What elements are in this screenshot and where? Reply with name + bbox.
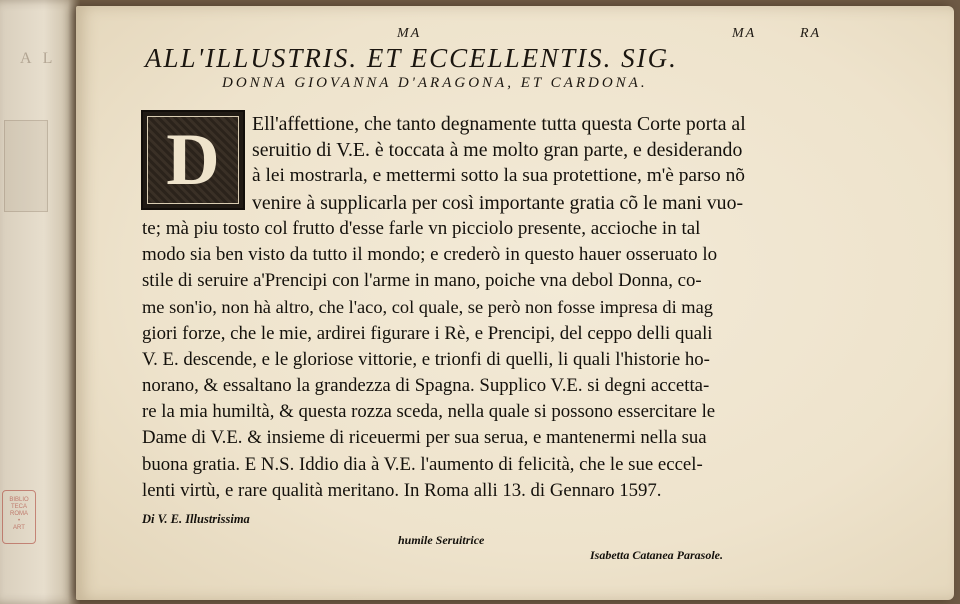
body-line: modo sia ben visto da tutto il mondo; e crederò in questo hauer osseruato lo: [142, 244, 718, 265]
dedication-subtitle: DONNA GIOVANNA D'ARAGONA, ET CARDONA.: [222, 75, 648, 91]
body-line: à lei mostrarla, e mettermi sotto la sua protettione, m'è parso nõ: [252, 165, 745, 187]
dedication-title: ALL'ILLUSTRIS. ET ECCELLENTIS. SIG.: [145, 43, 678, 73]
decorated-initial: [141, 110, 245, 210]
closing-humble: humile Seruitrice: [398, 533, 485, 547]
body-line: venire à supplicarla per così importante gratia cõ le mani vuo-: [252, 191, 744, 214]
body-line: giori forze, che le mie, ardirei figurare i Rè, e Prencipi, del ceppo delli quali: [142, 322, 713, 344]
body-line: norano, & essaltano la grandezza di Spagna. Supplico V.E. si degni accetta-: [142, 375, 710, 396]
body-line: stile di seruire a'Prencipi con l'arme in mano, poiche vna debol Donna, co-: [142, 270, 702, 292]
body-line: lenti virtù, e rare qualità meritano. In Roma alli 13. di Gennaro 1597.: [142, 479, 662, 501]
library-stamp: BIBLIO TECA ROMA • ART: [2, 490, 36, 544]
body-line: te; mà piu tosto col frutto d'esse farle vn picciolo presente, accioche in tal: [142, 217, 701, 239]
running-head-1: MA: [397, 26, 422, 41]
closing-salutation: Di V. E. Illustrissima: [142, 512, 250, 526]
body-line: Ell'affettione, che tanto degnamente tutta questa Corte porta al: [252, 113, 746, 135]
bleed-through-text: A L: [20, 50, 57, 67]
running-head-3: RA: [800, 26, 822, 41]
running-head-2: MA: [732, 26, 757, 41]
body-line: buona gratia. E N.S. Iddio dia à V.E. l'aumento di felicità, che le sue eccel-: [142, 453, 703, 475]
decorated-initial-letter: D: [166, 119, 220, 201]
signature: Isabetta Catanea Parasole.: [590, 548, 724, 562]
body-line: Dame di V.E. & insieme di riceuermi per sua serua, e mantenermi nella sua: [142, 427, 707, 449]
body-line: seruitio di V.E. è toccata à me molto gran parte, e desiderando: [252, 139, 743, 162]
body-line: me son'io, non hà altro, che l'aco, col quale, se però non fosse impresa di mag: [142, 297, 713, 318]
body-line: re la mia humiltà, & questa rozza sceda, nella quale si possono essercitare le: [142, 401, 716, 423]
left-page-edge: [0, 0, 80, 604]
bleed-through-image: [4, 120, 48, 212]
body-line: V. E. descende, e le gloriose vittorie, e trionfi di quelli, li quali l'historie ho-: [142, 348, 710, 370]
decorated-initial-frame: [147, 116, 239, 204]
